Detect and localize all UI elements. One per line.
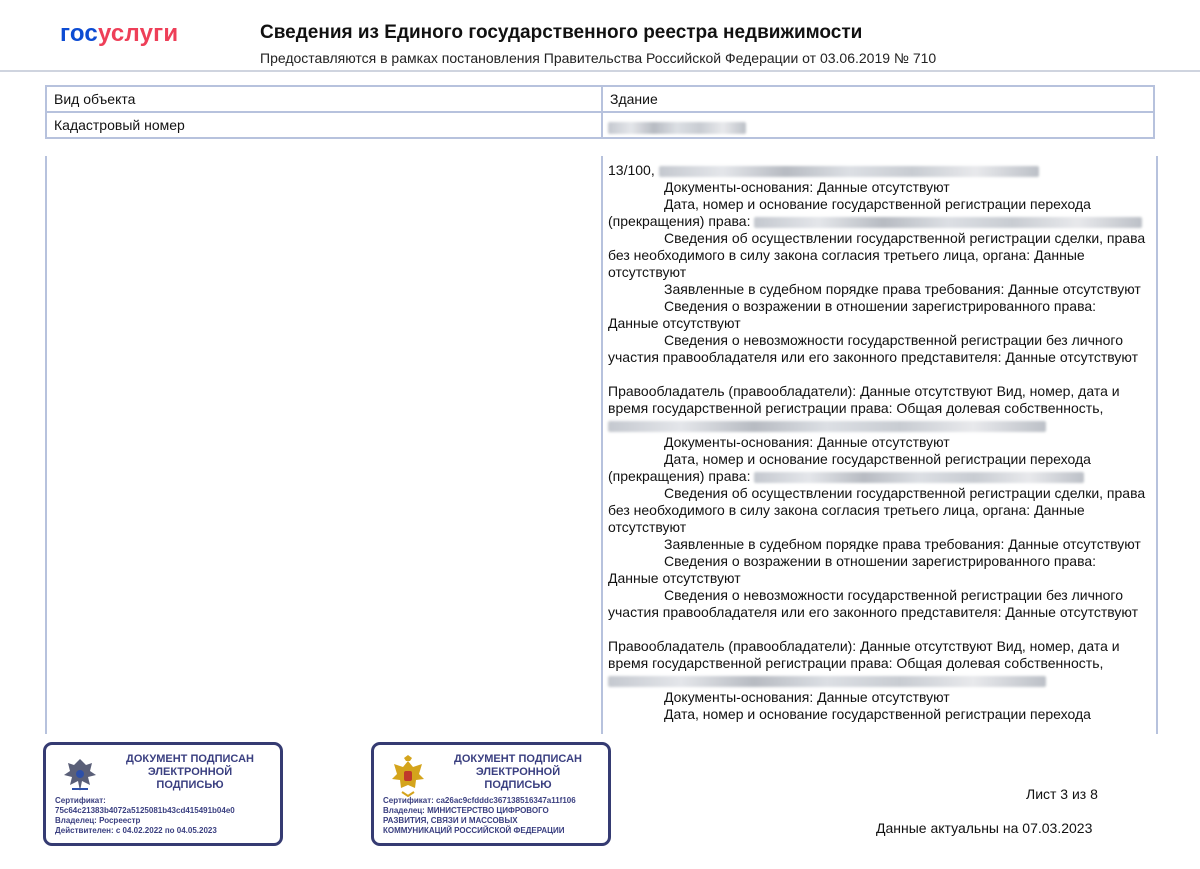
impossible-text: Сведения о невозможности государственной регистрации без личного <box>664 332 1123 348</box>
deal-line <box>608 485 1154 502</box>
redacted-text <box>608 676 1046 687</box>
transfer-line <box>608 213 1154 230</box>
redacted-text <box>659 166 1039 177</box>
redacted-line <box>608 672 1154 689</box>
stamp-certificate-info <box>383 796 605 836</box>
cert-owner: Владелец: Росреестр <box>55 816 141 825</box>
stamp-header <box>104 753 276 792</box>
objection-line <box>608 315 1154 332</box>
objection-text: Данные отсутствуют <box>608 570 741 586</box>
coat-of-arms-icon <box>388 755 428 797</box>
stamp-header-line: ПОДПИСЬЮ <box>484 779 552 791</box>
stamp-certificate-info <box>55 796 277 836</box>
e-signature-stamp-mintsifry <box>371 742 611 846</box>
rights-text <box>608 162 1154 723</box>
transfer-text: Дата, номер и основание государственной регистрации перехода <box>664 196 1091 212</box>
rosreestr-emblem-icon <box>60 755 100 795</box>
table-row <box>46 112 1154 138</box>
impossible-line <box>608 332 1154 349</box>
cert-label: Сертификат: <box>55 796 106 805</box>
data-actual-date: Данные актуальны на 07.03.2023 <box>876 820 1093 836</box>
cadastral-number-label: Кадастровый номер <box>46 112 602 138</box>
docs-text: Документы-основания: Данные отсутствуют <box>664 689 950 705</box>
object-type-label: Вид объекта <box>46 86 602 112</box>
deal-line <box>608 247 1154 264</box>
deal-text: отсутствуют <box>608 264 687 280</box>
deal-line <box>608 230 1154 247</box>
claims-text: Заявленные в судебном порядке права требования: Данные отсутствуют <box>664 536 1141 552</box>
holder-text: Правообладатель (правообладатели): Данные отсутствуют Вид, номер, дата и <box>608 638 1120 654</box>
cert-validity: Действителен: с 04.02.2022 по 04.05.2023 <box>55 826 217 835</box>
objection-line <box>608 298 1154 315</box>
holder-text: время государственной регистрации права: Общая долевая собственность, <box>608 655 1104 671</box>
deal-line <box>608 502 1154 519</box>
deal-text: без необходимого в силу закона согласия третьего лица, органа: Данные <box>608 502 1085 518</box>
cert-owner: КОММУНИКАЦИЙ РОССИЙСКОЙ ФЕДЕРАЦИИ <box>383 826 565 835</box>
document-title: Сведения из Единого государственного реестра недвижимости <box>260 22 863 43</box>
deal-text: Сведения об осуществлении государственной регистрации сделки, права <box>664 485 1146 501</box>
sheet-number: Лист 3 из 8 <box>1026 786 1098 802</box>
redacted-line <box>608 417 1154 434</box>
impossible-text: Сведения о невозможности государственной регистрации без личного <box>664 587 1123 603</box>
deal-line <box>608 519 1154 536</box>
deal-line <box>608 264 1154 281</box>
document-subtitle: Предоставляются в рамках постановления Правительства Российской Федерации от 03.06.2019 № 710 <box>260 50 937 66</box>
stamp-header-line: ДОКУМЕНТ ПОДПИСАН <box>454 753 582 765</box>
gosuslugi-logo <box>60 20 178 48</box>
main-left-column <box>45 156 603 734</box>
objection-text: Сведения о возражении в отношении зарегистрированного права: <box>664 298 1097 314</box>
impossible-line <box>608 604 1154 621</box>
objection-text: Сведения о возражении в отношении зарегистрированного права: <box>664 553 1097 569</box>
stamp-header-line: ЭЛЕКТРОННОЙ <box>475 766 561 778</box>
holder-text: время государственной регистрации права: Общая долевая собственность, <box>608 400 1104 416</box>
stamp-header-line: ЭЛЕКТРОННОЙ <box>147 766 233 778</box>
transfer-line <box>608 468 1154 485</box>
table-row <box>46 86 1154 112</box>
claims-text: Заявленные в судебном порядке права требования: Данные отсутствуют <box>664 281 1141 297</box>
impossible-text: участия правообладателя или его законного представителя: Данные отсутствуют <box>608 349 1138 365</box>
deal-text: отсутствуют <box>608 519 687 535</box>
docs-line <box>608 689 1154 706</box>
redacted-cadastral-number <box>608 122 746 134</box>
deal-text: Сведения об осуществлении государственной регистрации сделки, права <box>664 230 1146 246</box>
e-signature-stamp-rosreestr <box>43 742 283 846</box>
docs-line <box>608 434 1154 451</box>
holder-line <box>608 638 1154 655</box>
logo-part-gos: гос <box>60 20 98 47</box>
holder-text: Правообладатель (правообладатели): Данные отсутствуют Вид, номер, дата и <box>608 383 1120 399</box>
cert-value: Сертификат: ca26ac9cfdddc367138516347a11f106 <box>383 796 576 805</box>
docs-text: Документы-основания: Данные отсутствуют <box>664 434 950 450</box>
deal-text: без необходимого в силу закона согласия третьего лица, органа: Данные <box>608 247 1085 263</box>
docs-text: Документы-основания: Данные отсутствуют <box>664 179 950 195</box>
main-right-column <box>601 156 1158 734</box>
share-line <box>608 162 1154 179</box>
claims-line <box>608 536 1154 553</box>
stamp-header-line: ДОКУМЕНТ ПОДПИСАН <box>126 753 254 765</box>
redacted-text <box>608 421 1046 432</box>
objection-text: Данные отсутствуют <box>608 315 741 331</box>
cert-value: 75c64c21383b4072a5125081b43cd415491b04e0 <box>55 806 235 815</box>
holder-line <box>608 400 1154 417</box>
transfer-text: (прекращения) права: <box>608 468 751 484</box>
docs-line <box>608 179 1154 196</box>
redacted-text <box>754 472 1084 483</box>
object-type-value: Здание <box>602 86 1154 112</box>
share-fraction: 13/100, <box>608 162 655 178</box>
transfer-line <box>608 196 1154 213</box>
cert-owner: РАЗВИТИЯ, СВЯЗИ И МАССОВЫХ <box>383 816 518 825</box>
redacted-text <box>754 217 1142 228</box>
holder-line <box>608 655 1154 672</box>
transfer-text: Дата, номер и основание государственной регистрации перехода <box>664 706 1091 722</box>
transfer-line <box>608 706 1154 723</box>
header-divider <box>0 70 1200 72</box>
claims-line <box>608 281 1154 298</box>
cert-owner: Владелец: МИНИСТЕРСТВО ЦИФРОВОГО <box>383 806 549 815</box>
objection-line <box>608 570 1154 587</box>
transfer-text: Дата, номер и основание государственной регистрации перехода <box>664 451 1091 467</box>
stamp-header-line: ПОДПИСЬЮ <box>156 779 224 791</box>
objection-line <box>608 553 1154 570</box>
holder-line <box>608 383 1154 400</box>
object-info-table <box>45 85 1155 139</box>
impossible-line <box>608 349 1154 366</box>
logo-part-uslugi: услуги <box>97 20 179 47</box>
impossible-line <box>608 587 1154 604</box>
stamp-header <box>432 753 604 792</box>
transfer-line <box>608 451 1154 468</box>
impossible-text: участия правообладателя или его законного представителя: Данные отсутствуют <box>608 604 1138 620</box>
transfer-text: (прекращения) права: <box>608 213 751 229</box>
